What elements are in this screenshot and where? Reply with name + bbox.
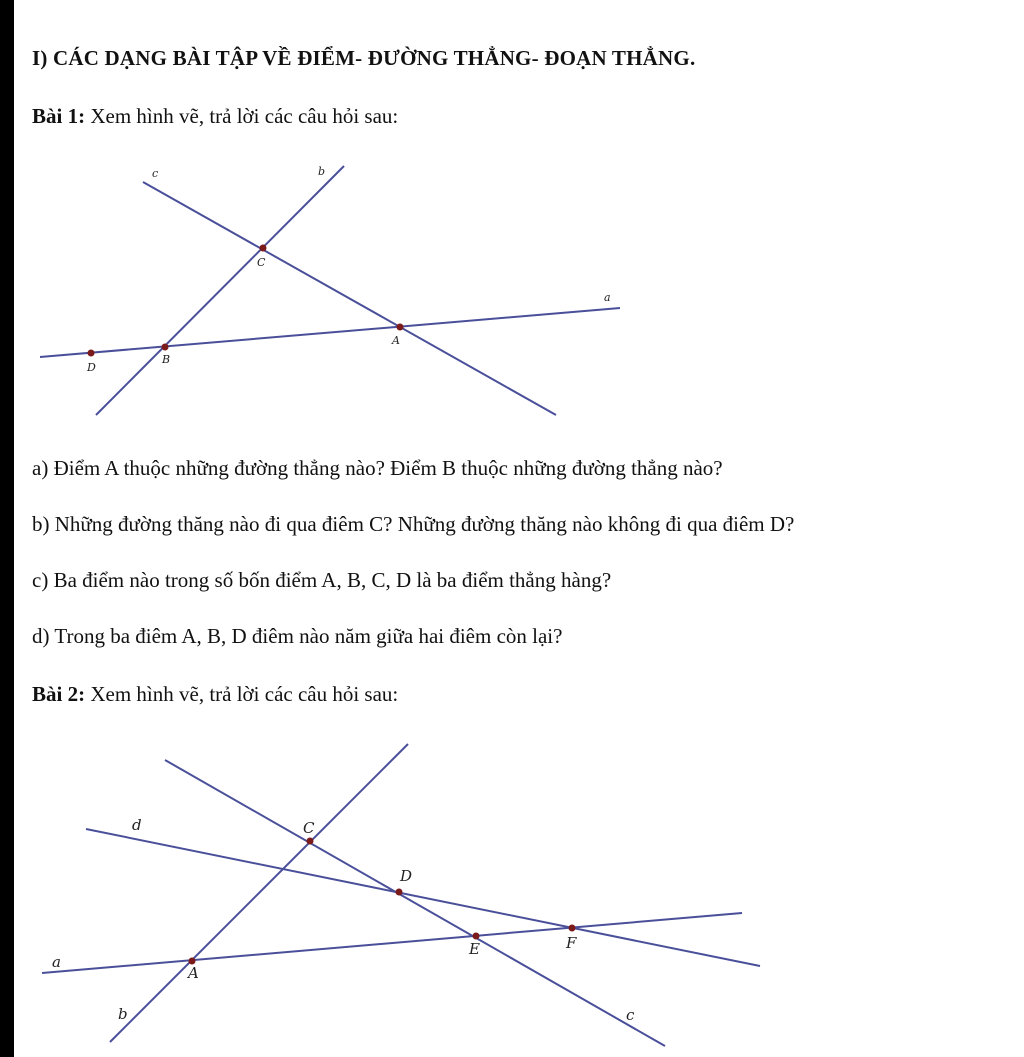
label-d: d bbox=[132, 816, 142, 834]
label-a: a bbox=[604, 291, 611, 304]
section-heading: I) CÁC DẠNG BÀI TẬP VỀ ĐIỂM- ĐƯỜNG THẲNG- ĐOẠN THẲNG. bbox=[32, 46, 696, 70]
point-F bbox=[569, 925, 576, 932]
line-c bbox=[143, 182, 556, 415]
question-a: a) Điểm A thuộc những đường thẳng nào? Điểm B thuộc những đường thẳng nào? bbox=[32, 456, 723, 480]
label-A: A bbox=[188, 964, 199, 982]
label-c: c bbox=[626, 1006, 635, 1024]
label-C: C bbox=[303, 819, 315, 837]
point-D bbox=[88, 350, 95, 357]
figure-1 bbox=[0, 150, 700, 430]
figure-2 bbox=[0, 730, 800, 1057]
point-E bbox=[473, 933, 480, 940]
label-E: E bbox=[469, 940, 480, 958]
exercise-2-label: Bài 2: bbox=[32, 682, 86, 706]
label-F: F bbox=[566, 934, 577, 952]
line-d bbox=[86, 829, 760, 966]
question-b: b) Những đường thăng nào đi qua điêm C? Những đường thăng nào không đi qua điêm D? bbox=[32, 512, 795, 536]
point-A bbox=[397, 324, 404, 331]
point-C bbox=[307, 838, 314, 845]
label-D: D bbox=[400, 867, 413, 885]
label-b: b bbox=[118, 1005, 128, 1023]
exercise-2-prompt bbox=[32, 682, 398, 707]
exercise-1-text: Xem hình vẽ, trả lời các câu hỏi sau: bbox=[85, 104, 399, 128]
line-a bbox=[40, 308, 620, 357]
exercise-2-text: Xem hình vẽ, trả lời các câu hỏi sau: bbox=[85, 682, 399, 706]
point-D bbox=[396, 889, 403, 896]
label-b: b bbox=[318, 165, 326, 178]
label-C: C bbox=[257, 256, 266, 269]
line-b bbox=[96, 166, 344, 415]
label-D: D bbox=[87, 361, 96, 374]
exercise-1-prompt bbox=[32, 104, 398, 129]
label-B: B bbox=[162, 353, 171, 366]
point-C bbox=[260, 245, 267, 252]
label-c: c bbox=[152, 167, 159, 180]
line-c bbox=[165, 760, 665, 1046]
label-a: a bbox=[52, 953, 61, 971]
point-B bbox=[162, 344, 169, 351]
question-d: d) Trong ba điêm A, B, D điêm nào năm giữa hai điêm còn lại? bbox=[32, 624, 563, 648]
exercise-1-label: Bài 1: bbox=[32, 104, 86, 128]
question-c: c) Ba điểm nào trong số bốn điểm A, B, C, D là ba điểm thẳng hàng? bbox=[32, 568, 612, 592]
label-A: A bbox=[392, 334, 400, 347]
line-b bbox=[110, 744, 408, 1042]
line-a bbox=[42, 913, 742, 973]
